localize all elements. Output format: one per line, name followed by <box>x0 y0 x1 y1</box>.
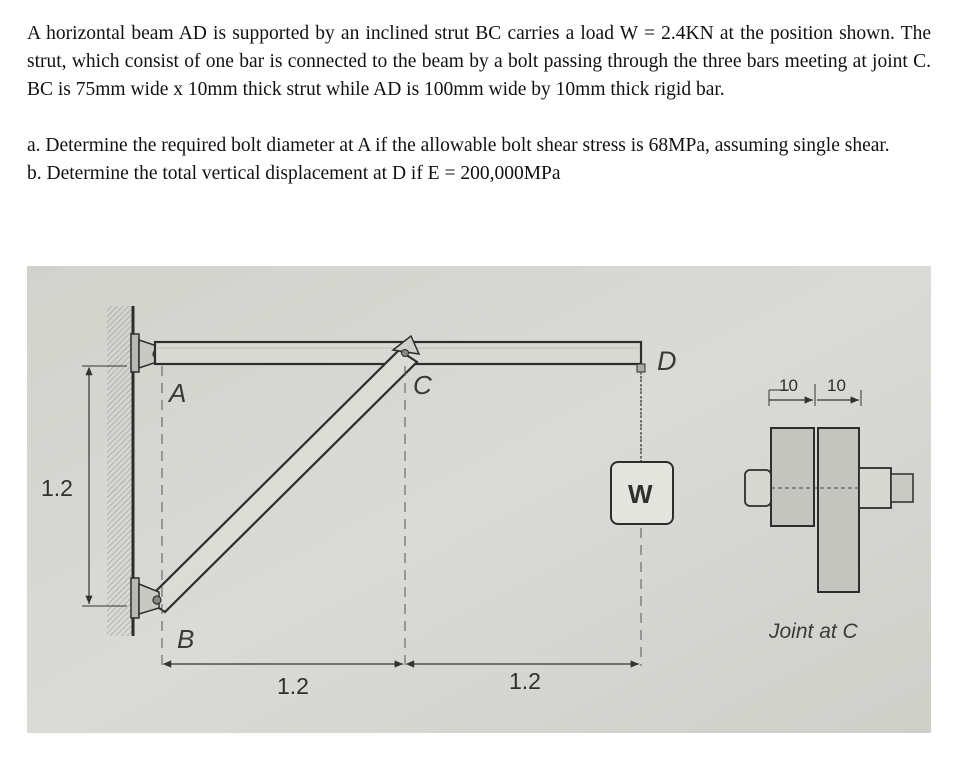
span-ac-label: 1.2 <box>277 673 309 699</box>
problem-part-b: b. Determine the total vertical displacement at D if E = 200,000MPa <box>27 163 561 184</box>
label-a: A <box>169 378 187 408</box>
wall-support <box>107 306 133 636</box>
problem-part-a: a. Determine the required bolt diameter at A if the allowable bolt shear stress is 68MPa, assuming single shear. <box>27 135 890 156</box>
joint-caption: Joint at C <box>769 620 858 643</box>
bolt-c <box>402 350 409 357</box>
label-b: B <box>177 624 195 654</box>
joint-thickness-right: 10 <box>827 376 846 395</box>
problem-statement <box>27 20 931 188</box>
label-c: C <box>413 370 432 400</box>
joint-thickness-left: 10 <box>779 376 798 395</box>
label-w: W <box>628 479 653 509</box>
problem-intro: A horizontal beam AD is supported by an inclined strut BC carries a load W = 2.4KN at the position shown. The strut, which consist of one bar is connected to the beam by a bolt passing through the three bars meeting at joint C. BC is 75mm wide x 10mm thick strut while AD is 100mm wide by 10mm thick rigid bar. <box>27 23 931 100</box>
height-label: 1.2 <box>41 475 73 501</box>
beam-strut-figure <box>27 266 931 733</box>
label-d: D <box>657 346 677 376</box>
span-cd-label: 1.2 <box>509 668 541 694</box>
